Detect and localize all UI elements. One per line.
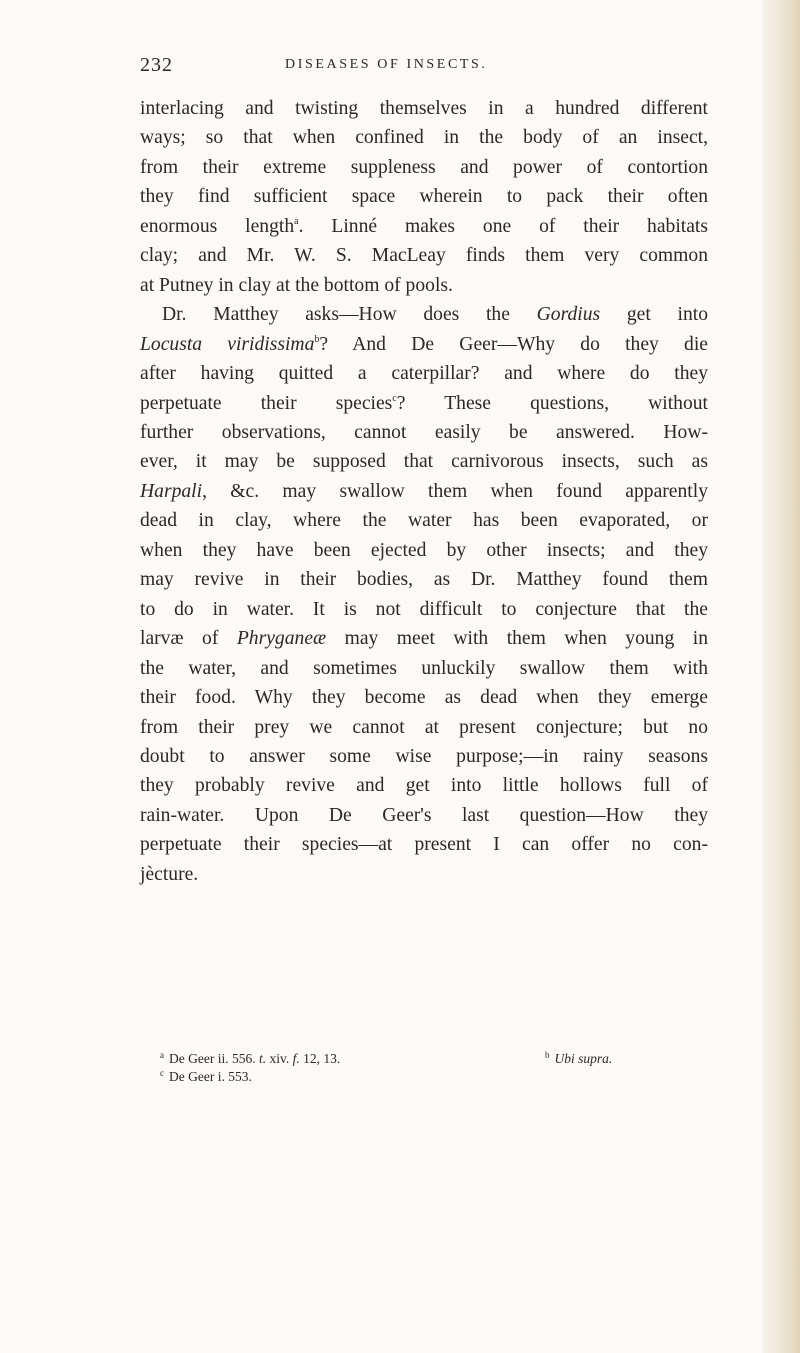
- text-line: further observations, cannot easily be answered. How-: [140, 421, 708, 443]
- footnote-b: $^b$ Ubi supra.: [545, 1050, 613, 1066]
- paragraph-1: [140, 94, 708, 300]
- footnote-row: [160, 1064, 720, 1082]
- footnotes: [160, 1046, 720, 1082]
- footnote-ref-b: b: [314, 333, 320, 345]
- text-line: rain-water. Upon De Geer's last question—How they: [140, 804, 708, 826]
- text-line: enormous length$^a$. Linné makes one of their habitats: [140, 215, 708, 237]
- page-number: 232: [140, 54, 173, 76]
- text-line: at Putney in clay at the bottom of pools.: [140, 274, 453, 296]
- text-line: interlacing and twisting themselves in a hundred different: [140, 98, 708, 119]
- text-line: dead in clay, where the water has been evaporated, or: [140, 510, 708, 532]
- text-line: after having quitted a caterpillar? and where do they: [140, 363, 708, 385]
- footnote-c: $^c$ De Geer i. 553.: [160, 1068, 252, 1084]
- running-head: DISEASES OF INSECTS.: [285, 57, 488, 72]
- text-line: ways; so that when confined in the body of an insect,: [140, 127, 708, 149]
- text-line: from their prey we cannot at present conjecture; but no: [140, 716, 708, 738]
- text-line: doubt to answer some wise purpose;—in rainy seasons: [140, 745, 708, 767]
- text-line: perpetuate their species$^c$? These questions, without: [140, 392, 708, 414]
- footnote-ref-c: c: [392, 392, 397, 404]
- text-line: larvæ of Phryganeæ may meet with them when young in: [140, 628, 709, 650]
- text-line: Locusta viridissima$^b$? And De Geer—Why do they die: [140, 333, 708, 355]
- text-line: jècture.: [140, 863, 199, 885]
- text-line: Dr. Matthey asks—How does the Gordius get into: [162, 304, 708, 326]
- text-line: from their extreme suppleness and power of contortion: [140, 156, 708, 178]
- body-text: [140, 94, 708, 889]
- text-line: to do in water. It is not difficult to conjecture that the: [140, 598, 708, 620]
- text-line: the water, and sometimes unluckily swallow them with: [140, 657, 708, 679]
- footnote-a: $^a$ De Geer ii. 556. t. xiv. f. 12, 13.: [160, 1050, 341, 1066]
- page-header: [140, 54, 700, 84]
- text-line: their food. Why they become as dead when they emerge: [140, 687, 708, 709]
- text-line: ever, it may be supposed that carnivorous insects, such as: [140, 451, 708, 473]
- paragraph-2: [140, 300, 708, 889]
- text-line: perpetuate their species—at present I can offer no con-: [140, 834, 708, 856]
- text-line: may revive in their bodies, as Dr. Matthey found them: [140, 569, 708, 591]
- text-line: they probably revive and get into little hollows full of: [140, 775, 708, 797]
- text-line: when they have been ejected by other insects; and they: [140, 539, 708, 561]
- text-line: clay; and Mr. W. S. MacLeay finds them very common: [140, 245, 708, 267]
- footnote-ref-a: a: [294, 215, 299, 227]
- page-edge-shadow: [762, 0, 800, 1353]
- footnote-row: [160, 1046, 720, 1064]
- text-line: they find sufficient space wherein to pack their often: [140, 186, 708, 208]
- text-line: Harpali, &c. may swallow them when found apparently: [140, 480, 708, 502]
